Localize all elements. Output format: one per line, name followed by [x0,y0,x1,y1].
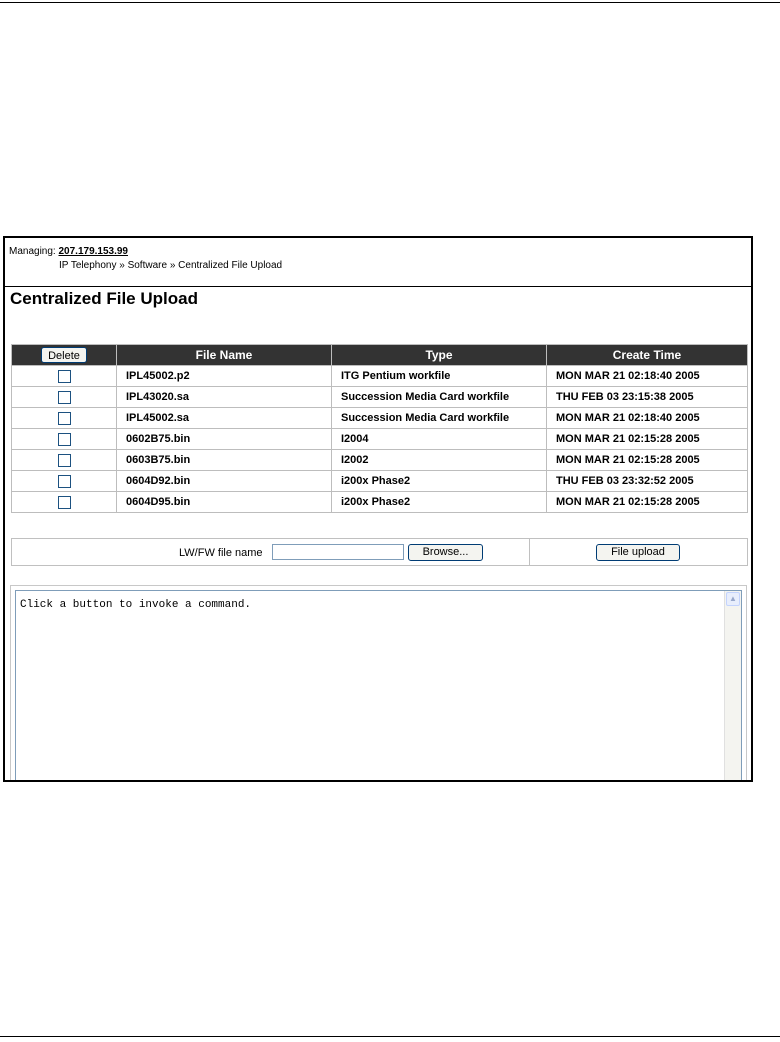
app-window [3,236,753,782]
file-name-cell: 0603B75.bin [117,450,331,470]
managing-header [9,246,128,258]
create-time-cell: THU FEB 03 23:15:38 2005 [547,387,747,407]
table-row [12,450,747,470]
upload-row [11,538,748,566]
file-name-cell: IPL45002.p2 [117,366,331,386]
table-header-row [12,345,747,365]
row-checkbox[interactable] [58,496,71,509]
file-upload-button[interactable]: File upload [596,544,680,561]
create-time-cell: THU FEB 03 23:32:52 2005 [547,471,747,491]
output-textarea[interactable] [15,590,742,782]
select-cell [12,450,116,470]
type-cell: i200x Phase2 [332,471,546,491]
select-cell [12,492,116,512]
table-row [12,387,747,407]
type-cell: I2004 [332,429,546,449]
select-cell [12,408,116,428]
table-row [12,471,747,491]
output-panel [10,585,747,782]
select-cell [12,387,116,407]
breadcrumb: IP Telephony » Software » Centralized File Upload [59,260,283,271]
table-row [12,408,747,428]
select-cell [12,471,116,491]
select-column-header [12,345,116,365]
page-bottom-rule [0,1036,780,1037]
column-header-create-time: Create Time [547,345,747,365]
delete-button[interactable]: Delete [41,347,87,363]
scroll-up-arrow-icon[interactable]: ▲ [726,592,740,606]
header-divider [5,286,751,287]
page-top-rule [0,2,780,3]
create-time-cell: MON MAR 21 02:15:28 2005 [547,429,747,449]
output-scrollbar[interactable] [724,591,741,782]
page-title: Centralized File Upload [10,289,198,308]
type-cell: ITG Pentium workfile [332,366,546,386]
file-name-cell: 0604D92.bin [117,471,331,491]
file-name-cell: 0602B75.bin [117,429,331,449]
file-name-cell: IPL43020.sa [117,387,331,407]
managing-label: Managing: [9,246,56,257]
file-name-input[interactable] [272,544,404,560]
type-cell: i200x Phase2 [332,492,546,512]
type-cell: I2002 [332,450,546,470]
create-time-cell: MON MAR 21 02:18:40 2005 [547,366,747,386]
select-cell [12,366,116,386]
file-name-label: LW/FW file name [179,547,263,559]
create-time-cell: MON MAR 21 02:18:40 2005 [547,408,747,428]
create-time-cell: MON MAR 21 02:15:28 2005 [547,450,747,470]
type-cell: Succession Media Card workfile [332,408,546,428]
row-checkbox[interactable] [58,454,71,467]
upload-row-separator [529,539,530,566]
file-name-cell: 0604D95.bin [117,492,331,512]
files-table [11,344,748,513]
row-checkbox[interactable] [58,433,71,446]
table-row [12,429,747,449]
table-row [12,366,747,386]
row-checkbox[interactable] [58,475,71,488]
type-cell: Succession Media Card workfile [332,387,546,407]
column-header-type: Type [332,345,546,365]
row-checkbox[interactable] [58,412,71,425]
managing-ip-link[interactable]: 207.179.153.99 [58,246,128,257]
browse-button[interactable]: Browse... [408,544,483,561]
output-text: Click a button to invoke a command. [20,599,252,611]
table-row [12,492,747,512]
row-checkbox[interactable] [58,391,71,404]
file-name-cell: IPL45002.sa [117,408,331,428]
select-cell [12,429,116,449]
create-time-cell: MON MAR 21 02:15:28 2005 [547,492,747,512]
row-checkbox[interactable] [58,370,71,383]
column-header-file-name: File Name [117,345,331,365]
